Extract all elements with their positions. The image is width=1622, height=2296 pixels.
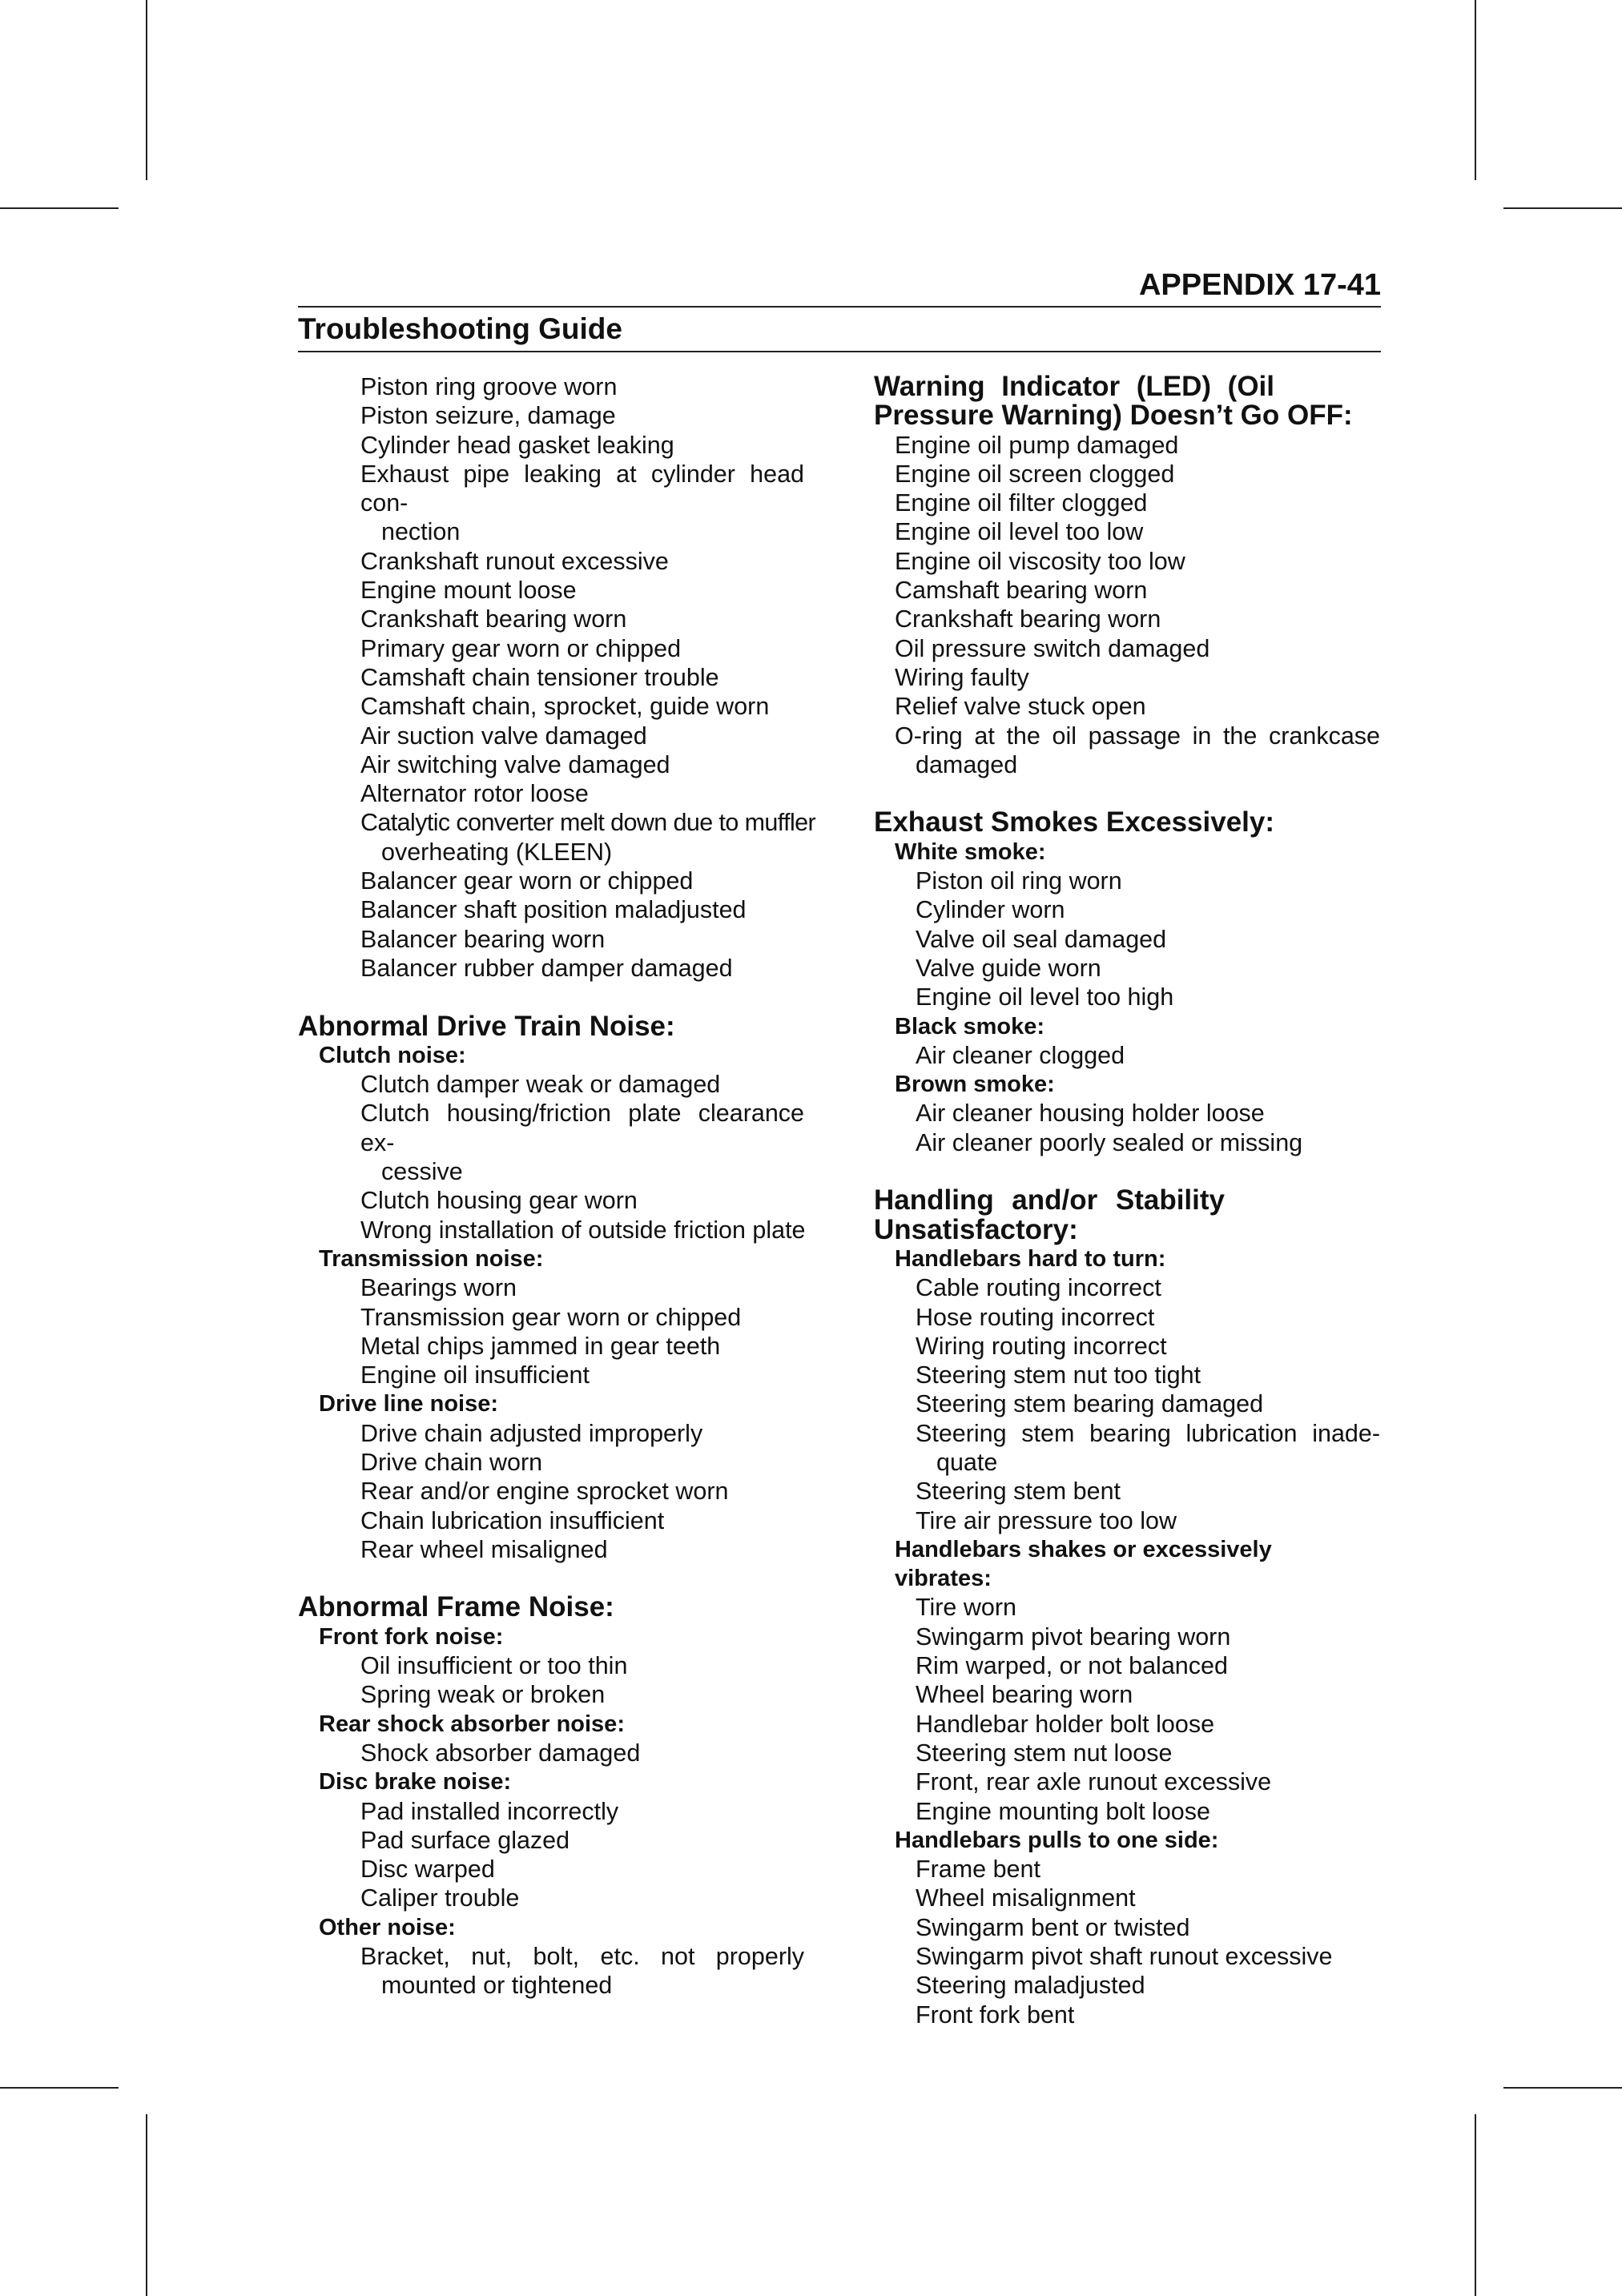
- list-item: Crankshaft bearing worn: [895, 605, 1161, 633]
- list-item: Wiring faulty: [895, 663, 1029, 691]
- list-item: Swingarm bent or twisted: [916, 1913, 1190, 1941]
- list-item: Tire air pressure too low: [916, 1506, 1177, 1534]
- list-item: Air cleaner poorly sealed or missing: [916, 1128, 1303, 1156]
- list-item: Balancer bearing worn: [360, 925, 606, 953]
- crop-mark: [146, 0, 147, 180]
- list-item: Piston ring groove worn: [360, 373, 618, 400]
- crop-mark: [1503, 207, 1622, 209]
- section-heading: Unsatisfactory:: [874, 1213, 1078, 1245]
- list-item: Camshaft bearing worn: [895, 577, 1148, 605]
- list-item: Handlebar holder bolt loose: [916, 1710, 1215, 1738]
- list-item: O-ring at the oil passage in the crankcase: [895, 722, 1380, 750]
- list-item: Swingarm pivot bearing worn: [916, 1622, 1231, 1651]
- list-item: Clutch housing gear worn: [360, 1187, 638, 1215]
- crop-mark: [1475, 0, 1476, 180]
- list-item: Balancer shaft position maladjusted: [360, 896, 747, 924]
- list-item-continuation: mounted or tightened: [381, 1972, 613, 2000]
- list-item: Cylinder head gasket leaking: [360, 431, 674, 459]
- page-header: [298, 264, 1381, 352]
- list-item-continuation: quate: [936, 1448, 998, 1476]
- list-item: Drive chain adjusted improperly: [360, 1419, 703, 1447]
- list-item: Clutch housing/friction plate clearance ex-: [360, 1100, 804, 1156]
- subsection-heading: Disc brake noise:: [319, 1769, 512, 1795]
- list-item: Pad surface glazed: [360, 1826, 570, 1854]
- list-item: Air suction valve damaged: [360, 722, 647, 750]
- list-item: Steering maladjusted: [916, 1972, 1145, 2000]
- list-item: Exhaust pipe leaking at cylinder head con-: [360, 460, 804, 517]
- list-item: Cable routing incorrect: [916, 1274, 1161, 1302]
- list-item: Engine oil filter clogged: [895, 489, 1148, 517]
- list-item: Front fork bent: [916, 2000, 1075, 2029]
- list-item: Piston oil ring worn: [916, 867, 1122, 895]
- list-item: Valve guide worn: [916, 954, 1101, 982]
- list-item: Crankshaft bearing worn: [360, 605, 627, 633]
- subsection-heading: Handlebars shakes or excessively: [895, 1536, 1272, 1562]
- list-item: Relief valve stuck open: [895, 693, 1146, 721]
- list-item: Bracket, nut, bolt, etc. not properly: [360, 1943, 804, 1971]
- section-heading: Abnormal Drive Train Noise:: [298, 1010, 675, 1042]
- right-column: [874, 372, 1380, 2029]
- list-item: Valve oil seal damaged: [916, 925, 1167, 953]
- list-item: Frame bent: [916, 1856, 1040, 1884]
- list-item: Engine oil level too low: [895, 518, 1144, 546]
- list-item: Rear wheel misaligned: [360, 1535, 608, 1563]
- list-item-continuation: damaged: [916, 750, 1018, 778]
- list-item: Engine oil screen clogged: [895, 460, 1175, 488]
- list-item: Chain lubrication insufficient: [360, 1506, 665, 1534]
- header-rule: [298, 351, 1381, 352]
- list-item: Steering stem bearing damaged: [916, 1390, 1264, 1418]
- subsection-heading: Front fork noise:: [319, 1623, 504, 1650]
- list-item: Engine oil viscosity too low: [895, 547, 1185, 575]
- list-item: Pad installed incorrectly: [360, 1797, 619, 1825]
- list-item: Oil pressure switch damaged: [895, 634, 1210, 662]
- list-item: Wrong installation of outside friction plate: [360, 1216, 806, 1244]
- subsection-heading: Handlebars pulls to one side:: [895, 1827, 1219, 1853]
- list-item: Spring weak or broken: [360, 1681, 606, 1709]
- section-heading: Warning Indicator (LED) (Oil: [874, 371, 1274, 402]
- list-item: Bearings worn: [360, 1274, 517, 1302]
- list-item: Balancer rubber damper damaged: [360, 954, 733, 982]
- list-item: Drive chain worn: [360, 1448, 543, 1476]
- list-item: Transmission gear worn or chipped: [360, 1303, 742, 1331]
- list-item: Engine mount loose: [360, 577, 577, 605]
- page-number: APPENDIX 17-41: [1138, 268, 1381, 302]
- section-heading: Exhaust Smokes Excessively:: [874, 806, 1275, 838]
- list-item: Metal chips jammed in gear teeth: [360, 1332, 721, 1360]
- crop-mark: [1503, 2087, 1622, 2089]
- list-item: Oil insufficient or too thin: [360, 1652, 628, 1680]
- subsection-heading: Other noise:: [319, 1914, 456, 1940]
- list-item: Air switching valve damaged: [360, 750, 670, 778]
- subsection-heading: Brown smoke:: [895, 1072, 1055, 1098]
- section-heading: Pressure Warning) Doesn’t Go OFF:: [874, 400, 1353, 432]
- subsection-heading: Transmission noise:: [319, 1245, 544, 1272]
- list-item: Wheel bearing worn: [916, 1681, 1133, 1709]
- list-item: Engine oil level too high: [916, 983, 1174, 1011]
- left-column: [298, 372, 816, 2000]
- list-item-continuation: nection: [381, 518, 461, 546]
- list-item: Alternator rotor loose: [360, 780, 589, 808]
- list-item: Caliper trouble: [360, 1884, 520, 1912]
- subsection-heading: Drive line noise:: [319, 1391, 499, 1417]
- list-item: Wheel misalignment: [916, 1884, 1136, 1912]
- list-item: Steering stem bearing lubrication inade-: [916, 1419, 1380, 1447]
- list-item: Catalytic converter melt down due to muffler: [360, 809, 816, 837]
- section-heading: Handling and/or Stability: [874, 1184, 1225, 1216]
- section-title: Troubleshooting Guide: [298, 312, 622, 345]
- subsection-heading: Black smoke:: [895, 1013, 1044, 1039]
- list-item: Disc warped: [360, 1856, 495, 1884]
- section-heading: Abnormal Frame Noise:: [298, 1591, 614, 1623]
- list-item: Steering stem nut too tight: [916, 1361, 1201, 1389]
- subsection-heading: Handlebars hard to turn:: [895, 1245, 1166, 1272]
- list-item: Air cleaner housing holder loose: [916, 1100, 1265, 1128]
- list-item: Rear and/or engine sprocket worn: [360, 1478, 729, 1506]
- list-item: Primary gear worn or chipped: [360, 634, 682, 662]
- list-item: Engine mounting bolt loose: [916, 1797, 1210, 1825]
- subsection-heading: Clutch noise:: [319, 1042, 466, 1068]
- list-item: Crankshaft runout excessive: [360, 547, 669, 575]
- list-item: Cylinder worn: [916, 896, 1065, 924]
- list-item: Clutch damper weak or damaged: [360, 1071, 721, 1099]
- list-item: Shock absorber damaged: [360, 1739, 641, 1767]
- list-item: Front, rear axle runout excessive: [916, 1768, 1272, 1796]
- list-item: Air cleaner clogged: [916, 1041, 1125, 1069]
- subsection-heading: vibrates:: [895, 1566, 992, 1592]
- list-item: Tire worn: [916, 1594, 1016, 1622]
- list-item: Hose routing incorrect: [916, 1303, 1155, 1331]
- crop-mark: [146, 2114, 147, 2296]
- list-item: Wiring routing incorrect: [916, 1332, 1167, 1360]
- subsection-heading: White smoke:: [895, 838, 1046, 865]
- list-item: Rim warped, or not balanced: [916, 1652, 1228, 1680]
- list-item: Camshaft chain, sprocket, guide worn: [360, 693, 770, 721]
- list-item: Engine oil insufficient: [360, 1361, 590, 1389]
- list-item: Steering stem bent: [916, 1478, 1121, 1506]
- crop-mark: [1475, 2114, 1476, 2296]
- crop-mark: [0, 2087, 119, 2089]
- subsection-heading: Rear shock absorber noise:: [319, 1711, 625, 1737]
- list-item: Steering stem nut loose: [916, 1739, 1173, 1767]
- list-item: Swingarm pivot shaft runout excessive: [916, 1943, 1333, 1971]
- list-item-continuation: cessive: [381, 1158, 463, 1186]
- crop-mark: [0, 207, 119, 209]
- list-item: Piston seizure, damage: [360, 402, 616, 430]
- list-item: Camshaft chain tensioner trouble: [360, 663, 719, 691]
- list-item: Balancer gear worn or chipped: [360, 867, 694, 895]
- list-item: Engine oil pump damaged: [895, 431, 1179, 459]
- list-item-continuation: overheating (KLEEN): [381, 838, 613, 866]
